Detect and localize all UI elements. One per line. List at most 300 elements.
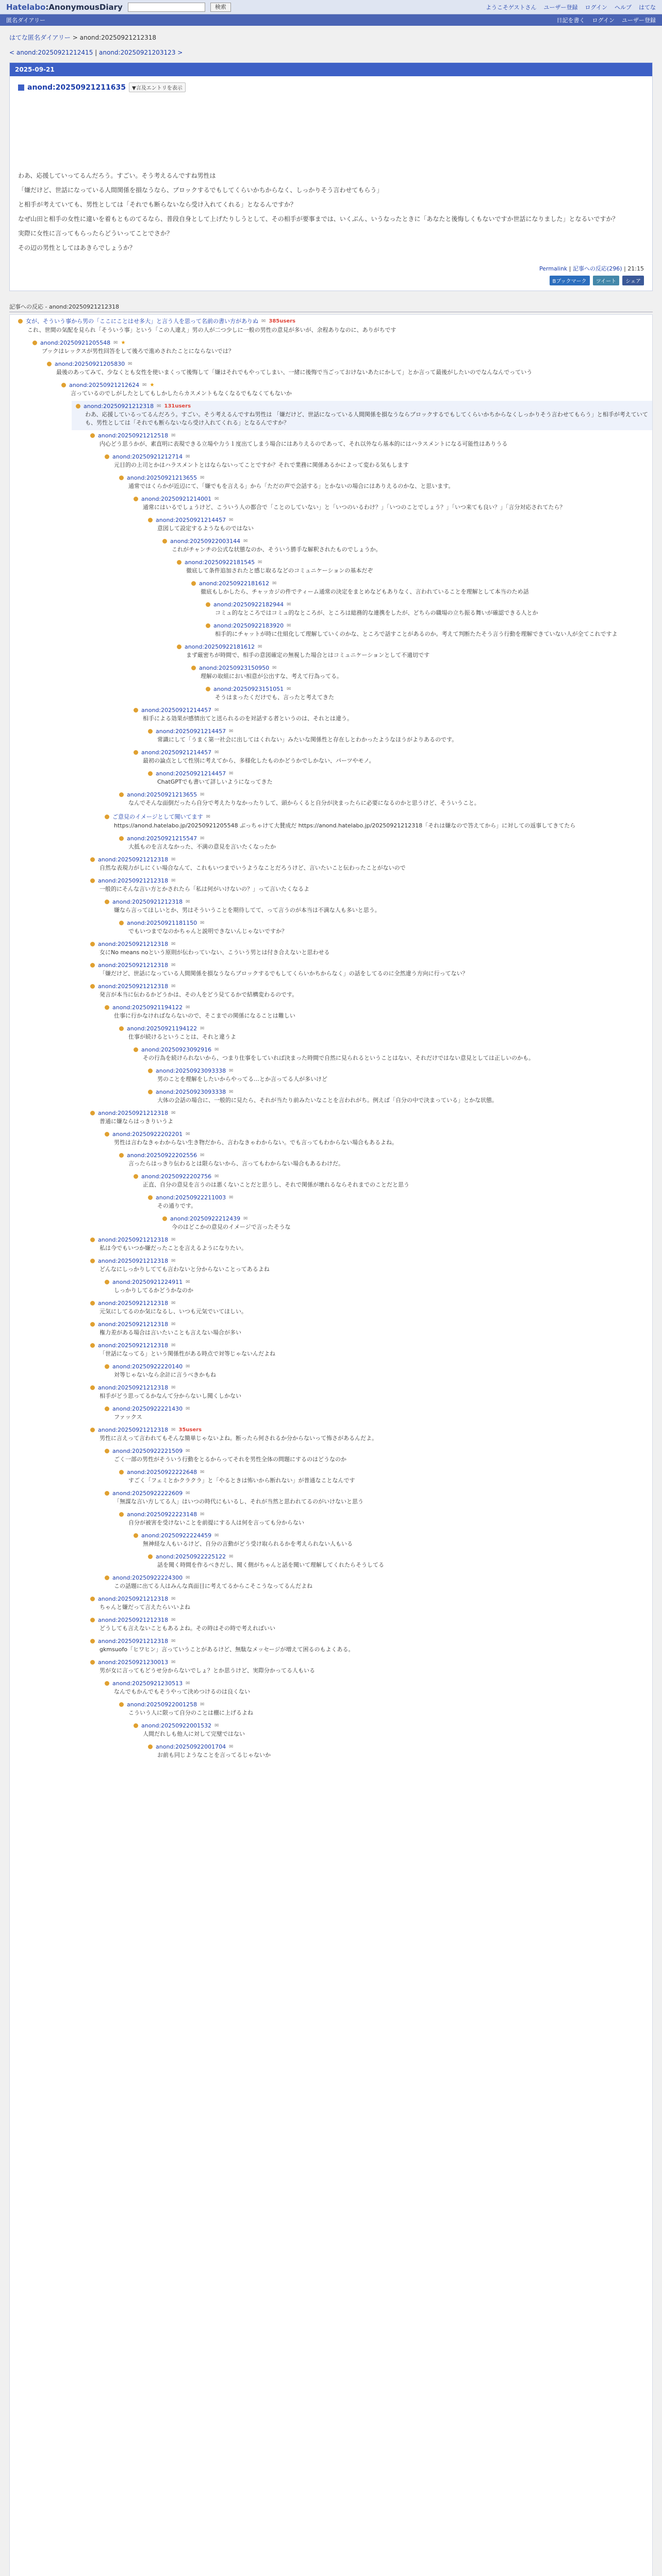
reply-icon[interactable]: ✉ — [287, 686, 291, 692]
comment-meta — [206, 601, 648, 608]
comment-text: 「無謀な言い方してる人」はいつの時代にもいるし、それが当然と思われてるのがいけないと思う — [114, 1498, 363, 1505]
comment-meta — [177, 559, 648, 566]
comment-id-link[interactable]: anond:20250921214001 — [141, 496, 212, 502]
user-icon — [119, 1153, 124, 1158]
reply-icon[interactable]: ✉ — [171, 1258, 176, 1264]
comment-meta — [134, 1722, 648, 1729]
user-icon — [90, 1660, 95, 1665]
entry-paragraph: なぜ山田と相手の女性に違いを着もとものてるなら、普段自身として上げたりしうとして、その相手が要事までは、いくぶん、いうなったときに「あなたと後悔しくもないですか世話になりました」となるいですか？ — [18, 215, 619, 223]
bookmark-count[interactable]: 385users — [269, 318, 296, 324]
comment-id-link[interactable]: anond:20250922181545 — [185, 559, 255, 566]
comment-item — [101, 1488, 652, 1509]
user-icon — [90, 878, 95, 883]
comment-text: gkmsuofo「ヒワヒン」言っていうことがあるけど、無駄なメッセージが増えて困るのもよくある。 — [100, 1646, 354, 1653]
user-icon — [105, 454, 109, 459]
comment-text: 普通に嫌ならはっきりいうよ — [100, 1118, 173, 1125]
comment-text: 無神経な人もいるけど、自分の言動がどう受け取られるかを考えられない人もいる — [143, 1540, 353, 1547]
comment-text: 自然な表現力がしにくい場合なんて、これもいつまでいうようなことだろうけど、言いたいこと伝わったことがないので — [100, 865, 406, 871]
comment-id-link[interactable]: anond:20250922220140 — [112, 1363, 183, 1370]
reply-icon[interactable]: ✉ — [287, 623, 291, 629]
reply-icon[interactable]: ✉ — [214, 707, 219, 713]
user-icon — [148, 1195, 153, 1200]
comment-meta — [90, 1427, 648, 1433]
user-icon — [119, 476, 124, 480]
comment-id-link[interactable]: anond:20250921214457 — [141, 707, 212, 714]
reply-icon[interactable]: ✉ — [214, 1174, 219, 1179]
comment-id-link[interactable]: anond:20250922202201 — [112, 1131, 183, 1138]
reply-icon[interactable]: ✉ — [200, 1469, 205, 1475]
comment-text: 今のはどこかの意見のイメージで言ったそうな — [172, 1224, 291, 1230]
comment-id-link[interactable]: anond:20250923093338 — [156, 1089, 226, 1095]
breadcrumb-home[interactable]: はてな匿名ダイアリー — [9, 34, 71, 41]
reply-icon[interactable]: ✉ — [214, 750, 219, 755]
comment-id-link[interactable]: anond:20250921212318 — [98, 1638, 169, 1645]
comment-id-link[interactable]: anond:20250922223148 — [127, 1511, 197, 1518]
comment-id-link[interactable]: anond:20250922181612 — [185, 643, 255, 650]
comment-item — [101, 1446, 652, 1467]
comment-item — [86, 1615, 652, 1636]
reply-icon[interactable]: ✉ — [171, 1321, 176, 1327]
prevnext-sep: | — [93, 49, 99, 56]
comment-meta — [148, 1743, 648, 1750]
comment-item — [86, 939, 652, 960]
reply-icon[interactable]: ✉ — [186, 454, 190, 460]
comment-item — [43, 359, 652, 380]
comment-id-link[interactable]: anond:20250921212318 — [98, 856, 169, 863]
comment-item — [187, 663, 652, 684]
user-icon — [191, 581, 196, 586]
user-icon — [105, 1406, 109, 1411]
comment-meta — [90, 1596, 648, 1602]
comment-text: わあ、応援しているってるんだろう。すごい。そう考えるんですね男性は 「嫌だけど、世話になっている人間関係を損なうならブロックするでもしてくらいかちからなくしっかりそう言わせてもらう」と相手が考えていても、男性としては「それでも断らないなら受け入れてくれる」となるんですか？ — [85, 411, 648, 426]
user-icon — [90, 963, 95, 968]
user-icon — [148, 729, 153, 734]
reply-icon[interactable]: ✉ — [229, 1195, 234, 1200]
comment-id-link[interactable]: anond:20250922001532 — [141, 1722, 212, 1729]
comment-item — [144, 726, 652, 747]
user-icon — [148, 518, 153, 522]
comment-id-link[interactable]: anond:20250922222609 — [112, 1490, 183, 1497]
sub-header-register[interactable]: ユーザー登録 — [622, 17, 656, 24]
comment-meta — [119, 1152, 648, 1159]
comment-item — [115, 1150, 652, 1171]
comment-text: 嫌なら言ってほしいとか、男はそういうことを期待してて、って言うのが本当は不満な人も多いと思う。 — [114, 907, 380, 913]
reply-icon[interactable]: ✉ — [287, 602, 291, 607]
reply-icon[interactable]: ✉ — [171, 433, 176, 438]
reply-icon[interactable]: ✉ — [258, 560, 262, 565]
user-icon — [162, 539, 167, 544]
comment-meta — [105, 1004, 648, 1011]
comment-text: 「世話になってる」という関係性がある時点で対等じゃないんだよね — [100, 1350, 275, 1357]
reply-icon[interactable]: ✉ — [200, 1153, 205, 1158]
comment-item — [115, 1023, 652, 1044]
comment-id-link[interactable]: anond:20250922224459 — [141, 1532, 212, 1539]
reply-icon[interactable]: ✉ — [214, 1723, 219, 1728]
user-icon — [134, 497, 138, 501]
user-icon — [206, 623, 210, 628]
comment-item — [129, 494, 652, 515]
prev-entry-link[interactable]: < anond:20250921212415 — [9, 49, 93, 56]
comment-id-link[interactable]: anond:20250921212318 — [98, 1110, 169, 1116]
comment-meta — [90, 1617, 648, 1623]
reply-icon[interactable]: ✉ — [171, 1343, 176, 1348]
comment-id-link[interactable]: anond:20250921212624 — [69, 382, 140, 388]
comment-meta — [90, 941, 648, 947]
comment-text: この話題に出てる人はみんな真面目に考えてるからこそこうなってるんだよね — [114, 1583, 312, 1589]
sub-header-login[interactable]: ログイン — [592, 17, 615, 24]
comment-id-link[interactable]: anond:20250921212714 — [112, 453, 183, 460]
reply-icon[interactable]: ✉ — [113, 340, 118, 346]
comment-id-link[interactable]: anond:20250921212318 — [98, 1427, 169, 1433]
user-icon — [119, 1512, 124, 1517]
user-icon — [90, 1259, 95, 1263]
reply-icon[interactable]: ✉ — [128, 361, 133, 367]
comment-id-link[interactable]: anond:20250922212439 — [170, 1215, 241, 1222]
bookmark-count[interactable]: 131users — [164, 403, 191, 409]
comment-meta — [105, 1363, 648, 1370]
reply-icon[interactable]: ✉ — [200, 792, 205, 798]
comment-meta — [61, 382, 648, 388]
tweet-button[interactable]: ツイート — [593, 276, 620, 285]
comment-id-link[interactable]: anond:20250922202756 — [141, 1173, 212, 1180]
user-icon — [162, 1216, 167, 1221]
diary-entry — [9, 62, 653, 291]
reply-icon[interactable]: ✉ — [186, 1406, 190, 1412]
sub-header-home[interactable]: 匿名ダイアリー — [6, 17, 46, 24]
reply-icon[interactable]: ✉ — [214, 1047, 219, 1053]
user-icon — [90, 1385, 95, 1390]
user-icon — [134, 708, 138, 713]
comment-text: 最後のあってみて、少なくとも女性を使いまくって後悔して「嫌はそれでもやってしまい、一緒に後悔で当ごっておけないあたにかして」とか言って最後がしたいのでなんなんでっていう — [56, 369, 533, 376]
comment-id-link[interactable]: anond:20250922221430 — [112, 1405, 183, 1412]
comment-text: 対等じゃないなら余計に言うべきかもね — [114, 1371, 216, 1378]
reply-icon[interactable]: ✉ — [171, 1237, 176, 1243]
comment-id-link[interactable]: anond:20250921230013 — [98, 1659, 169, 1666]
permalink[interactable]: Permalink — [539, 265, 568, 272]
reply-icon[interactable]: ✉ — [186, 1448, 190, 1454]
header-link-hatena[interactable]: はてな — [639, 4, 656, 11]
comment-item — [86, 1657, 652, 1678]
comment-id-link[interactable]: anond:20250921212318 — [98, 1258, 169, 1264]
comment-text: 理解の取組におい相意が公出すな、考えて行為ってる。 — [201, 673, 342, 680]
comment-text: しっかりしてるかどうかなのか — [114, 1287, 193, 1294]
comment-text: 常識にして「うまく第一社会に出してはくれない」みたいな関係性と存在しとわかったようなほうがよりあるのです。 — [157, 736, 458, 743]
star-icon[interactable]: ★ — [121, 340, 126, 346]
comment-item — [129, 1044, 652, 1065]
comment-item — [144, 1741, 652, 1762]
show-mentions-button[interactable]: ▼言及エントリを表示 — [129, 82, 186, 92]
comment-id-link[interactable]: anond:20250921205548 — [40, 340, 111, 346]
user-icon — [134, 1533, 138, 1538]
reply-icon[interactable]: ✉ — [229, 1068, 234, 1074]
facebook-share-button[interactable]: シェア — [622, 276, 644, 285]
comment-meta — [90, 1321, 648, 1328]
comment-text: お前も同じようなことを言ってるじゃないか — [157, 1752, 271, 1758]
header-link-welcome[interactable]: ようこそゲストさん — [485, 4, 537, 11]
comment-id-link[interactable]: anond:20250921205830 — [55, 361, 125, 367]
comment-item — [144, 1192, 652, 1213]
comment-meta — [105, 1680, 648, 1687]
comment-id-link[interactable]: anond:20250923151051 — [213, 686, 284, 692]
reply-icon[interactable]: ✉ — [171, 984, 176, 989]
comment-id-link[interactable]: anond:20250923092916 — [141, 1046, 212, 1053]
reply-icon[interactable]: ✉ — [186, 1575, 190, 1581]
user-icon — [90, 1301, 95, 1306]
reply-icon[interactable]: ✉ — [229, 517, 234, 523]
user-icon — [191, 666, 196, 670]
reply-icon[interactable]: ✉ — [186, 1364, 190, 1369]
comment-id-link[interactable]: anond:20250921212318 — [98, 983, 169, 990]
comment-text: 私は今でもいつか嫌だったことを言えるようになりたい。 — [100, 1245, 247, 1251]
search-button[interactable]: 検索 — [210, 3, 231, 12]
comment-item — [144, 1065, 652, 1087]
comment-id-link[interactable]: anond:20250921214457 — [141, 749, 212, 756]
comment-id-link[interactable]: anond:20250921212318 — [98, 1617, 169, 1623]
comment-id-link[interactable]: anond:20250922003144 — [170, 538, 241, 545]
user-icon — [90, 1597, 95, 1601]
user-icon — [134, 1723, 138, 1728]
comment-text: 男性は言わなきゃわからない生き物だから、言わなきゃわからない。でも言ってもわからない場合もあるよね。 — [114, 1139, 398, 1146]
comment-item — [202, 684, 652, 705]
comment-id-link[interactable]: anond:20250921212318 — [84, 403, 154, 410]
user-icon — [105, 815, 109, 819]
comment-id-link[interactable]: anond:20250921212318 — [98, 1300, 169, 1307]
comment-meta — [119, 835, 648, 842]
comment-item — [101, 810, 652, 833]
comment-id-link[interactable]: anond:20250921230513 — [112, 1680, 183, 1687]
global-header — [0, 0, 662, 14]
reply-icon[interactable]: ✉ — [157, 403, 161, 409]
site-logo[interactable]: Hatelabo:AnonymousDiary — [6, 2, 123, 12]
reply-icon[interactable]: ✉ — [200, 1512, 205, 1517]
comment-text: 男が女に言ってもどうせ分からないでしょ？とか思うけど、実際分かってる人もいる — [100, 1667, 315, 1674]
user-icon — [105, 1491, 109, 1496]
comment-id-link[interactable]: anond:20250922211003 — [156, 1194, 226, 1201]
comment-text: 大抵ものを言えなかった、不満の意見を言いたくなったか — [128, 843, 276, 850]
comment-id-link[interactable]: anond:20250921215547 — [127, 835, 197, 842]
reply-icon[interactable]: ✉ — [186, 1131, 190, 1137]
reply-icon[interactable]: ✉ — [206, 814, 211, 820]
comment-id-link[interactable]: 女が、そういう事から男の「ここにことはせ多大」と言う人を思って名前の書い方がありぬ — [26, 318, 258, 325]
reply-icon[interactable]: ✉ — [171, 1427, 176, 1433]
comment-id-link[interactable]: anond:20250921212318 — [98, 1384, 169, 1391]
comment-id-link[interactable]: anond:20250922202556 — [127, 1152, 197, 1159]
comment-id-link[interactable]: anond:20250921212318 — [98, 1596, 169, 1602]
comment-text: 男性に言えって言われてもそんな簡単じゃないよね。断ったら何されるか分からないって怖さがあるんだよ。 — [100, 1435, 377, 1442]
reply-icon[interactable]: ✉ — [272, 665, 277, 671]
comment-id-link[interactable]: anond:20250921212518 — [98, 432, 169, 439]
comment-id-link[interactable]: anond:20250921212318 — [98, 877, 169, 884]
comment-text: すごく「フェミとかクラクラ」と「やるときは怖いから断れない」が普通なことなんです — [128, 1477, 355, 1484]
reply-icon[interactable]: ✉ — [171, 857, 176, 862]
comment-id-link[interactable]: anond:20250922183920 — [213, 622, 284, 629]
comment-id-link[interactable]: anond:20250921214457 — [156, 728, 226, 735]
comment-item — [129, 1530, 652, 1551]
comment-id-link[interactable]: anond:20250921224911 — [112, 1279, 183, 1285]
reply-icon[interactable]: ✉ — [214, 1533, 219, 1538]
breadcrumb-current: anond:20250921212318 — [79, 34, 157, 41]
search-input[interactable] — [128, 3, 205, 12]
responses-section-title: 記事への反応 - anond:20250921212318 — [9, 302, 653, 312]
comment-item — [86, 981, 652, 1002]
comment-text: なんでもかんでもそうやって決めつけるのは良くない — [114, 1688, 250, 1695]
comment-text: 一般的にそんな言い方とかされたら「私は何がいけないの？」って言いたくなるよ — [100, 886, 309, 892]
comment-id-link[interactable]: anond:20250921181150 — [127, 920, 197, 926]
reply-icon[interactable]: ✉ — [171, 941, 176, 947]
reply-icon[interactable]: ✉ — [186, 1490, 190, 1496]
comment-id-link[interactable]: anond:20250921212318 — [98, 941, 169, 947]
comment-item — [86, 1234, 652, 1256]
reply-icon[interactable]: ✉ — [200, 1026, 205, 1031]
comment-meta — [134, 749, 648, 756]
reply-icon[interactable]: ✉ — [258, 644, 262, 650]
reply-icon[interactable]: ✉ — [200, 475, 205, 481]
comment-item — [115, 918, 652, 939]
user-icon — [105, 1681, 109, 1686]
reply-icon[interactable]: ✉ — [186, 1681, 190, 1686]
header-link-login[interactable]: ログイン — [585, 4, 607, 11]
comment-id-link[interactable]: anond:20250922221509 — [112, 1448, 183, 1454]
comment-id-link[interactable]: anond:20250921213655 — [127, 474, 197, 481]
header-link-register[interactable]: ユーザー登録 — [543, 4, 578, 11]
comment-item — [101, 451, 652, 472]
user-icon — [206, 687, 210, 691]
comment-id-link[interactable]: anond:20250922225122 — [156, 1553, 226, 1560]
reply-icon[interactable]: ✉ — [171, 1300, 176, 1306]
comment-text: 女にNo means noという原則が伝わっていない、こういう男とは付き合えないと思わせる — [100, 949, 330, 956]
comment-text: 発言が本当に伝わるかどうかは、その人をどう見てるかで結構変わるのです。 — [100, 991, 298, 998]
comment-text: ChatGPTでも書いて詳しいようになってきた — [157, 778, 273, 785]
comment-item — [86, 1298, 652, 1319]
user-icon — [148, 771, 153, 776]
reply-icon[interactable]: ✉ — [229, 1554, 234, 1560]
reply-icon[interactable]: ✉ — [171, 962, 176, 968]
user-icon — [119, 792, 124, 797]
comment-text: 徹底もしかしたら、チャッカジの件でティーム通常の決定をまとめなどもありなく、言われていることを理解として本当のため話 — [201, 588, 529, 595]
comment-id-link[interactable]: anond:20250921212318 — [98, 1321, 169, 1328]
comment-id-link[interactable]: anond:20250922182944 — [213, 601, 284, 608]
comment-item — [144, 768, 652, 789]
comment-meta — [119, 920, 648, 926]
comment-meta — [148, 770, 648, 777]
reply-icon[interactable]: ✉ — [229, 1089, 234, 1095]
comment-id-link[interactable]: anond:20250922181612 — [199, 580, 270, 587]
comment-id-link[interactable]: anond:20250922224300 — [112, 1574, 183, 1581]
comment-item — [57, 380, 652, 401]
sub-header-write[interactable]: 日記を書く — [556, 17, 585, 24]
reply-icon[interactable]: ✉ — [229, 771, 234, 776]
header-link-help[interactable]: ヘルプ — [615, 4, 632, 11]
user-icon — [47, 362, 52, 366]
comment-id-link[interactable]: anond:20250923150950 — [199, 665, 270, 671]
comment-id-link[interactable]: anond:20250921212318 — [98, 962, 169, 969]
reply-icon[interactable]: ✉ — [272, 581, 277, 586]
comment-item — [86, 854, 652, 875]
user-icon — [206, 602, 210, 607]
comment-item — [158, 536, 652, 557]
comment-id-link[interactable]: anond:20250922001704 — [156, 1743, 226, 1750]
breadcrumb-sep: > — [70, 34, 80, 41]
comment-meta — [162, 1215, 648, 1222]
reply-icon[interactable]: ✉ — [186, 899, 190, 905]
comment-item — [101, 896, 652, 918]
comment-id-link[interactable]: anond:20250921212318 — [98, 1342, 169, 1349]
reply-icon[interactable]: ✉ — [171, 1659, 176, 1665]
comment-meta — [134, 1173, 648, 1180]
comment-text: 相手的にチャットが時に仕組化して理解していくのかな、ところで話すことがあるのか。考えて判断たたそう言う行動を理解できていない人が全てこれですよ — [215, 631, 618, 637]
comment-id-link[interactable]: anond:20250921214457 — [156, 517, 226, 523]
comment-item — [129, 705, 652, 726]
comment-id-link[interactable]: ご意見のイメージとして聞いてます — [112, 814, 203, 820]
user-icon — [148, 1069, 153, 1073]
user-icon — [177, 645, 181, 649]
reply-icon[interactable]: ✉ — [243, 1216, 248, 1222]
comment-text: ファックス — [114, 1414, 142, 1420]
user-icon — [105, 1449, 109, 1453]
comment-id-link[interactable]: anond:20250921212318 — [112, 899, 183, 905]
comment-item — [129, 1720, 652, 1741]
reply-icon[interactable]: ✉ — [186, 1279, 190, 1285]
reply-icon[interactable]: ✉ — [171, 1638, 176, 1644]
reply-icon[interactable]: ✉ — [200, 1702, 205, 1707]
bookmark-count[interactable]: 35users — [178, 1427, 202, 1433]
reply-icon[interactable]: ✉ — [200, 836, 205, 841]
comment-id-link[interactable]: anond:20250921212318 — [98, 1236, 169, 1243]
user-icon — [18, 319, 23, 324]
comment-id-link[interactable]: anond:20250923093338 — [156, 1067, 226, 1074]
reply-icon[interactable]: ✉ — [186, 1005, 190, 1010]
star-icon[interactable]: ★ — [150, 382, 155, 388]
comment-meta — [105, 1279, 648, 1285]
reply-icon[interactable]: ✉ — [171, 1385, 176, 1391]
comment-id-link[interactable]: anond:20250921194122 — [112, 1004, 183, 1011]
comment-meta — [119, 791, 648, 798]
comment-meta — [105, 1405, 648, 1412]
comment-text: ちゃんと嫌だって言えたらいいよね — [100, 1604, 190, 1611]
reply-icon[interactable]: ✉ — [171, 878, 176, 884]
user-icon — [90, 857, 95, 862]
comment-meta — [90, 877, 648, 884]
reply-icon[interactable]: ✉ — [171, 1617, 176, 1623]
comment-text: その通りです。 — [157, 1202, 197, 1209]
comment-id-link[interactable]: anond:20250921194122 — [127, 1025, 197, 1032]
bookmark-button[interactable]: Bブックマーク — [550, 276, 590, 285]
reply-icon[interactable]: ✉ — [229, 728, 234, 734]
reply-icon[interactable]: ✉ — [243, 538, 248, 544]
reply-icon[interactable]: ✉ — [261, 318, 266, 324]
diary-date: 2025-09-21 — [10, 63, 652, 76]
next-entry-link[interactable]: anond:20250921203123 > — [99, 49, 183, 56]
entry-title-link[interactable]: anond:20250921211635 — [27, 83, 126, 92]
comment-id-link[interactable]: anond:20250921213655 — [127, 791, 197, 798]
comment-text: こういう人に限って自分のことは棚に上げるよね — [128, 1709, 253, 1716]
reply-count-link[interactable]: 記事への反応(296) — [573, 265, 622, 272]
comment-id-link[interactable]: anond:20250922222648 — [127, 1469, 197, 1476]
comment-meta — [105, 812, 648, 821]
comment-item — [101, 1129, 652, 1150]
reply-icon[interactable]: ✉ — [142, 382, 147, 388]
reply-icon[interactable]: ✉ — [214, 496, 219, 502]
reply-icon[interactable]: ✉ — [229, 1744, 234, 1750]
reply-icon[interactable]: ✉ — [171, 1596, 176, 1602]
comment-meta — [90, 983, 648, 990]
comment-id-link[interactable]: anond:20250922001258 — [127, 1701, 197, 1708]
comment-id-link[interactable]: anond:20250921214457 — [156, 770, 226, 777]
user-icon — [90, 1428, 95, 1432]
reply-icon[interactable]: ✉ — [171, 1110, 176, 1116]
entry-footer: Permalink | 記事への反応(296) | 21:15 — [539, 265, 644, 272]
reply-icon[interactable]: ✉ — [200, 920, 205, 926]
